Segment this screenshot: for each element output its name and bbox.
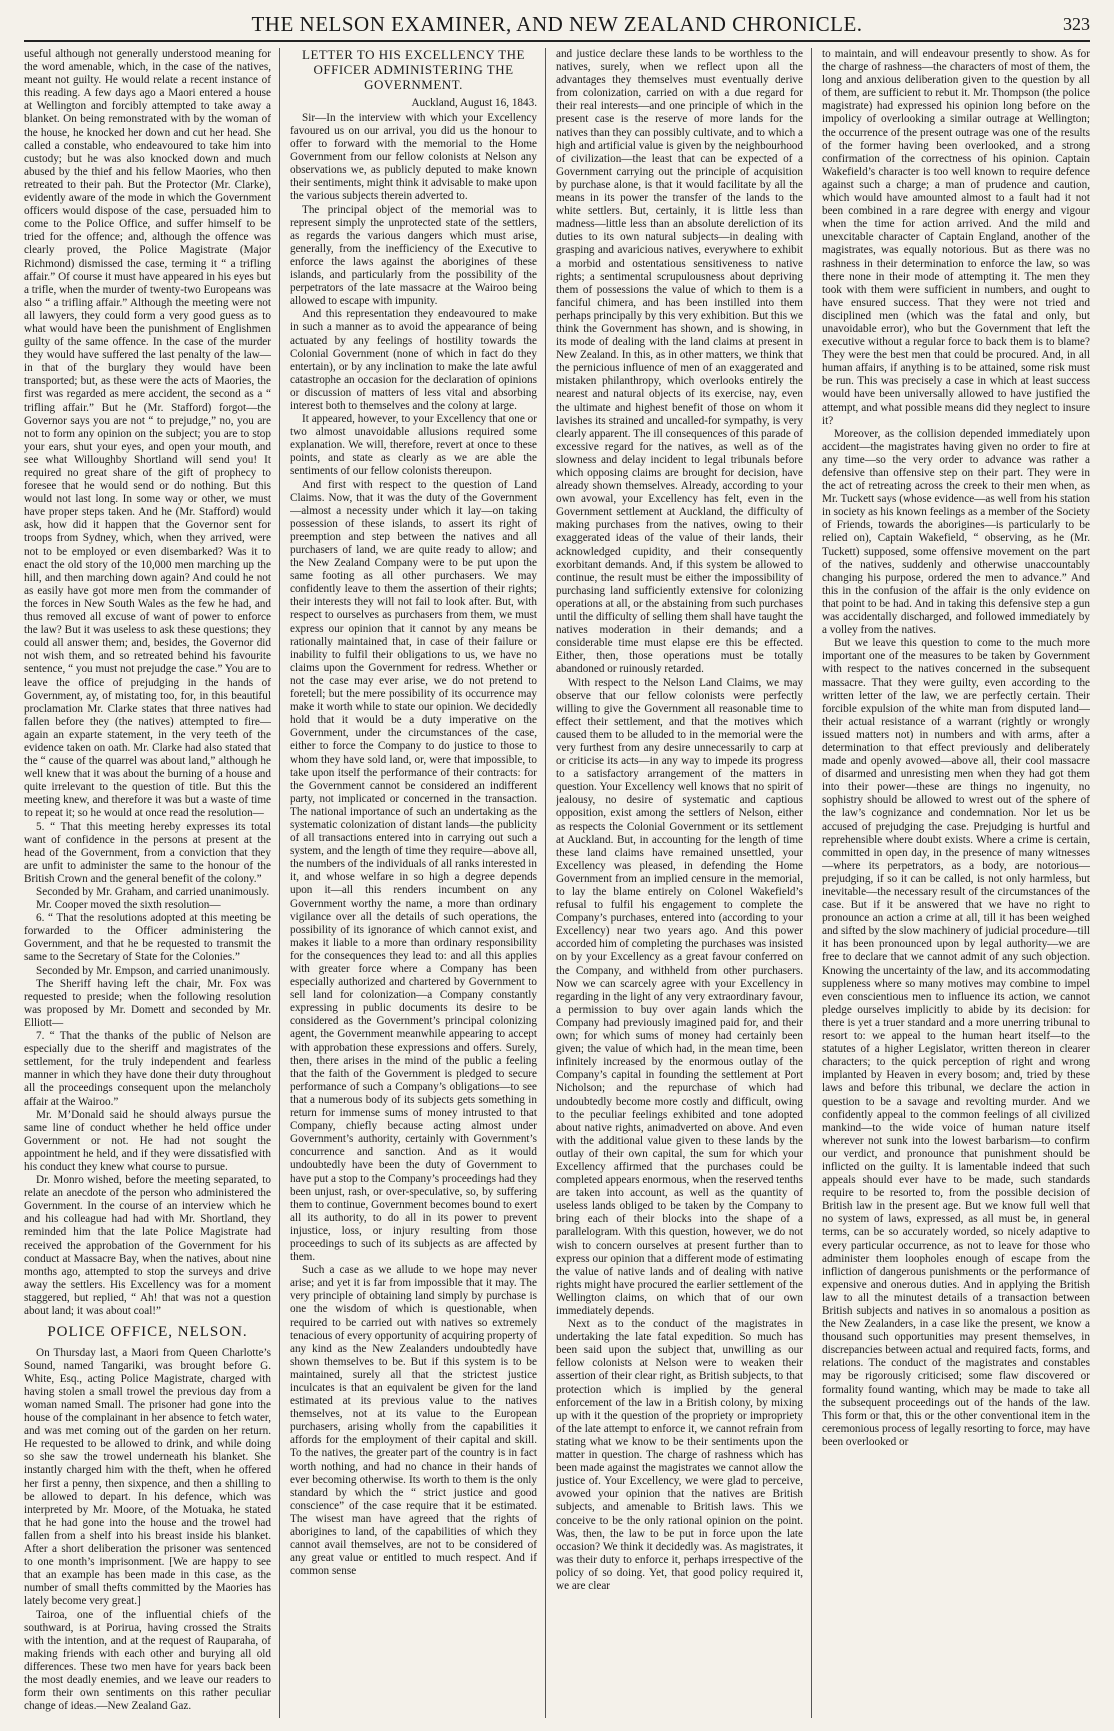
column-divider xyxy=(279,48,280,1718)
article-paragraph: Dr. Monro wished, before the meeting separated, to relate an anecdote of the person who administered the Government. In the course of an interview which he and his colleague had had with Mr. Shortland, they reminded him that the late Police Magistrate had received the approbation of the Government for his conduct at Massacre Bay, when the natives, about nine months ago, attempted to stop the surveys and drive away the settlers. His Excellency was for a moment staggered, but replied, “ Ah! that was not a question about land; it was about coal!” xyxy=(24,1174,271,1317)
article-paragraph: Seconded by Mr. Empson, and carried unanimously. xyxy=(36,964,270,977)
article-paragraph: Mr. Cooper moved the sixth resolution— xyxy=(36,899,221,912)
article-paragraph: Next as to the conduct of the magistrates in undertaking the late fatal expedition. So much has been said upon the subject that, unwilling as our fellow colonists at Nelson were to weaken their assertion of their clear right, as British subjects, to that protection which is implied by the general enforcement of the law in a British colony, by mixing up with it the question of the propriety or impropriety of the late attempt to enforce it, we cannot refrain from stating what we know to be their sentiments upon the matter in question. The charge of rashness which has been made against the magistrates we cannot allow the justice of. Your Excellency, we were glad to perceive, avowed your opinion that the natives are British subjects, and amenable to British laws. This we conceive to be the only rational opinion on the point. Was, then, the law to be put in force upon the late occasion? We think it decidedly was. As magistrates, it was their duty to enforce it, perhaps irrespective of the policy of so doing. Yet, that good policy required it, we are clear xyxy=(556,1318,803,1592)
article-paragraph: to maintain, and will endeavour presently to show. As for the charge of rashness—the characters of most of them, the long and anxious deliberation given to the question by all of them, are sufficient to rebut it. Mr. Thompson (the police magistrate) had expressed his opinion long before on the impolicy of overlooking a similar outrage at Wellington; the occurrence of the present outrage was one of the results of the former having been overlooked, and a strong confirmation of the correctness of his opinion. Captain Wakefield’s character is too well known to require defence against such a charge; a man of prudence and caution, which would have amounted almost to a fault had it not been combined in a rare degree with energy and vigour when the time for action arrived. And the mild and unexcitable character of Captain England, another of the magistrates, was equally notorious. But as there was no rashness in their determination to enforce the law, so was there none in their mode of attempting it. The men they took with them were sufficient in numbers, and ought to have ensured success. That they were not tried and disciplined men (which was the fatal and only, but unavoidable error), who but the Government that left the executive without a regular force to back them is to blame? They were the best men that could be procured. And, in all human affairs, if anything is to be attained, some risk must be run. This was precisely a case in which at least success would have been universally allowed to have justified the attempt, and what possible means did they neglect to insure it? xyxy=(822,48,1090,427)
letter-dateline: Auckland, August 16, 1843. xyxy=(411,96,537,109)
resolution-6: 6. “ That the resolutions adopted at this meeting be forwarded to the Officer administering the Government, and that he be requested to transmit the same to the Secretary of State for the Colonies.” xyxy=(24,912,271,964)
resolution-5: 5. “ That this meeting hereby expresses its total want of confidence in the persons at present at the head of the Government, from a conviction that they are unfit to administer the same to the honour of the British Crown and the general benefit of the colony.” xyxy=(24,820,271,885)
column-3 xyxy=(556,48,803,1718)
masthead xyxy=(24,8,1090,42)
column-divider xyxy=(811,48,812,1718)
column-1 xyxy=(24,48,271,1718)
column-4 xyxy=(822,48,1090,1718)
article-paragraph: On Thursday last, a Maori from Queen Charlotte’s Sound, named Tangariki, was brought before G. White, Esq., acting Police Magistrate, charged with having stolen a small trowel the previous day from a woman named Small. The prisoner had gone into the house of the complainant in her absence to fetch water, and was met coming out of the garden on her return. He requested to be allowed to drink, and while doing so she saw the trowel underneath his blanket. She instantly charged him with the theft, when he offered her first a penny, then sixpence, and then a shilling to be allowed to depart. In his defence, which was interpreted by Mr. Moore, of the Motuaka, he stated that he had gone into the house and the trowel had fallen from a shelf into his breast inside his blanket. After a short deliberation the prisoner was sentenced to one month’s imprisonment. [We are happy to see that an example has been made in this case, as the number of small thefts committed by the Maories has lately become very great.] xyxy=(24,1346,271,1608)
article-paragraph: Sir—In the interview with which your Excellency favoured us on our arrival, you did us the honour to offer to forward with the memorial to the Home Government from our fellow colonists at Nelson any observations we, as publicly deputed to make known their sentiments, might think it advisable to make upon the various subjects therein adverted to. xyxy=(290,111,537,203)
article-paragraph: Seconded by Mr. Graham, and carried unanimously. xyxy=(36,886,270,898)
article-paragraph: The Sheriff having left the chair, Mr. Fox was requested to preside; when the following resolution was proposed by Mr. Domett and seconded by Mr. Elliott— xyxy=(24,977,271,1029)
article-paragraph: useful although not generally understood meaning for the word amenable, which, in the case of the natives, meant not guilty. He would relate a recent instance of this reading. A few days ago a Maori entered a house at Wellington and forcibly attempted to take away a blanket. On being remonstrated with by the woman of the house, he knocked her down and cut her head. She called a constable, who endeavoured to take him into custody; but he was also knocked down and much abused by the thief and his fellow Maories, who then retreated to their pah. But the Protector (Mr. Clarke), evidently aware of the mode in which the Government officers would dispose of the case, persuaded him to come to the Police Office, and suffer himself to be tried for the offence; and, although the offence was clearly proved, the Police Magistrate (Major Richmond) dismissed the case, terming it “ a trifling affair.” Of course it must have appeared in his eyes but a trifle, when the murder of twenty-two Europeans was also “ a trifling affair.” Although the meeting were not all lawyers, they could form a very good guess as to what would have been the punishment of Englishmen guilty of the same offence. In the case of the murder they would have suffered the last penalty of the law—in that of the burglary they would have been transported; but, as these were the acts of Maories, the first was regarded as mere accident, the second as a “ trifling affair.” But he (Mr. Stafford) forgot—the Governor says you are not “ to prejudge,” no, you are not to form any opinion on the subject; you are to stop your ears, shut your eyes, and open your mouth, and see what Willoughby Shortland will send you! It required no great share of the gift of prophecy to foresee that he would send or do nothing. But this would not last long. In some way or other, we must have proper steps taken. And he (Mr. Stafford) would ask, how did it happen that the Governor sent for troops from Sydney, which, when they arrived, were not to be employed or even disembarked? Was it to enact the old story of the 10,000 men marching up the hill, and then marching down again? And could he not as easily have got more men from the commander of the forces in New South Wales as the few he had, and thus removed all excuse of want of power to enforce the law? But it was useless to ask these questions; they could all answer them; and, besides, the Governor did not wish them, and so retreated behind his favourite sentence, “ you must not prejudge the case.” You are to leave the office of prejudging in the hands of Government, ay, of mistating too, for, in this beautiful proclamation Mr. Clarke states that three natives had fallen before they (the natives) attempted to fire—again an exparte statement, in the very teeth of the evidence taken on oath. Mr. Clarke had also stated that the “ cause of the quarrel was about land,” although he well knew that it was about the burning of a house and quite irrelevant to the question of title. But this the meeting knew, and therefore it was but a waste of time to repeat it; so he would at once read the resolution— xyxy=(24,48,271,820)
article-paragraph: Tairoa, one of the influential chiefs of the southward, is at Porirua, having crossed the Straits with the intention, and at the request of Rauparaha, of making friends with each other and burying all old differences. These two men have for years back been the most deadly enemies, and we leave our readers to form their own sentiments on this rather peculiar change of ideas.—New Zealand Gaz. xyxy=(24,1608,271,1713)
page-number: 323 xyxy=(1063,14,1090,34)
article-paragraph: But we leave this question to come to the much more important one of the measures to be taken by Government with respect to the natives concerned in the subsequent massacre. That they were guilty, even according to the written letter of the law, we are perfectly certain. Their forcible expulsion of the white man from disputed land—their actual resistance of a warrant (rightly or wrongly issued matters not) in numbers and with arms, after a determination to that effect previously and deliberately made and openly avowed—above all, their cool massacre of disarmed and unresisting men when they had got them into their power—these are things no ingenuity, no sophistry should be allowed to wrest out of the sphere of the law’s cognizance and condemnation. Nor let us be accused of prejudging the case. Prejudging is hurtful and reprehensible where doubt exists. Where a crime is certain, committed in open day, in the presence of many witnesses—where its perpetrators, as a body, are notorious—prejudging, if so it can be called, is not only harmless, but inevitable—the necessary result of the circumstances of the case. But if it be answered that we have no right to pronounce an action a crime at all, till it has been weighed and sifted by the slow machinery of judicial procedure—till it has been pronounced upon by legal authority—we are free to declare that we cannot admit of any such objection. Knowing the uncertainty of the law, and its accommodating suppleness where so many motives may combine to impel even conscientious men to influence its action, we cannot pledge ourselves implicitly to abide by its decision: for there is yet a truer standard and a more unerring tribunal to resort to: we appeal to the human heart itself—to the statutes of a higher Legislator, written thereon in clearer characters; to the quick perception of right and wrong implanted by Heaven in every bosom; and, tried by these laws and before this tribunal, we declare the action in question to be a savage and revolting murder. And we confidently appeal to the common feelings of all civilized mankind—to the wide voice of human nature itself wherever not sunk into the lowest barbarism—to confirm our verdict, and pronounce that punishment should be inflicted on the guilty. It is lamentable indeed that such appeals should ever have to be made, such standards require to be resorted to, from the possible decision of British law in the present age. But we know full well that no system of laws, expressed, as all must be, in general terms, can be so accurately worded, so nicely adaptive to every particular occurrence, as not to leave for those who administer them loopholes enough of escape from the infliction of dangerous punishments or the performance of expensive and onerous duties. And in applying the British law to all the minutest details of a transaction between British subjects and natives in so anomalous a position as the New Zealanders, in a case like the present, we know a thousand such opportunities may present themselves, in discrepancies between actual and required facts, forms, and relations. The conduct of the magistrates and constables may be rigorously criticised; some flaw discovered or formality found wanting, which may be made to take all the subsequent proceedings out of the hands of the law. This form or that, this or the other conventional item in the ceremonious process of legally resorting to force, may have been overlooked or xyxy=(822,637,1090,1448)
article-paragraph: Such a case as we allude to we hope may never arise; and yet it is far from impossible that it may. The very principle of obtaining land simply by purchase is one the wisdom of which is questionable, when required to be carried out with natives so extremely tenacious of every opportunity of acquiring property of any kind as the New Zealanders undoubtedly have shown themselves to be. But if this system is to be maintained, surely all that the strictest justice inculcates is that an equivalent be given for the land estimated at its previous value to the natives themselves, not at its value to the European purchasers, arising wholly from the capabilities it affords for the employment of their capital and skill. To the natives, the greater part of the country is in fact worth nothing, and had no chance in their hands of ever becoming otherwise. Its worth to them is the only standard by which the “ strict justice and good conscience” of the case require that it be estimated. The wisest man have agreed that the rights of aborigines to land, of the capabilities of which they cannot avail themselves, are not to be considered of any great value or entitled to much respect. And if common sense xyxy=(290,1264,537,1578)
article-paragraph: The principal object of the memorial was to represent simply the unprotected state of the settlers, as regards the various dangers which must arise, generally, from the inefficiency of the Executive to enforce the laws against the aborigines of these islands, and particularly from the possibility of the perpetrators of the late massacre at the Wairoo being allowed to escape with impunity. xyxy=(290,203,537,308)
section-heading-police-office: POLICE OFFICE, NELSON. xyxy=(47,1324,248,1341)
article-paragraph: And first with respect to the question of Land Claims. Now, that it was the duty of the Government—almost a necessity under which it lay—on taking possession of these islands, to assert its right of preemption and step between the natives and all purchasers of land, we are quite ready to allow; and the New Zealand Company were to be put upon the same footing as all other purchasers. We may confidently leave to them the assertion of their rights; their interests they will not fail to look after. But, with respect to ourselves as purchasers from them, we must express our opinion that it cannot by any means be rationally maintained that, in case of their failure or inability to fulfil their obligations to us, we have no claims upon the Government for redress. Whether or not the case may ever arise, we do not pretend to foretell; but the mere possibility of its occurrence may make it worth while to state our opinion. We decidedly hold that it would be a duty imperative on the Government, under the circumstances of the case, either to force the Company to do justice to those to whom they have sold land, or, were that impossible, to take upon itself the performance of their contracts: for the Government cannot be considered an indifferent party, not implicated or concerned in the transaction. The national importance of such an undertaking as the systematic colonization of distant lands—the publicity of all transactions entered into in carrying out such a system, and the length of time they require—above all, the numbers of the individuals of all ranks interested in it, and whose welfare in so high a degree depends upon it—all this renders incumbent on any Government worthy the name, a more than ordinary vigilance over all the details of such operations, the possibility of its ignorance of which cannot exist, and makes it liable to a more than ordinary responsibility for the consequences they lead to: and all this applies with greater force where a Company has been especially authorized and chartered by Government to sell land for colonization—a Company constantly expressing in public documents its desire to be considered as the Government’s principal colonizing agent, the Government meanwhile appearing to accept with approbation these expressions and offers. Surely, then, there arises in the mind of the public a feeling that the faith of the Government is pledged to secure performance of such a Company’s obligations—to see that a numerous body of its subjects gets something in return for immense sums of money intrusted to that Company, chiefly because acting almost under Government’s authority, certainly with Government’s concurrence and sanction. And as it would undoubtedly have been the duty of Government to have put a stop to the Company’s proceedings had they been unjust, rash, or over-speculative, so, by suffering them to continue, Government becomes bound to exert all its authority, to do all in its power to prevent injustice, loss, or injury resulting from those proceedings to such of its subjects as are affected by them. xyxy=(290,478,537,1264)
article-paragraph: And this representation they endeavoured to make in such a manner as to avoid the appearance of being actuated by any feelings of hostility towards the Colonial Government (none of which in fact do they entertain), or by any inclination to make the late awful catastrophe an occasion for the declaration of opinions or discussion of matters of less vital and absorbing interest both to themselves and the colony at large. xyxy=(290,308,537,412)
resolution-7: 7. “ That the thanks of the public of Nelson are especially due to the sheriff and magistrates of the settlement, for the truly independent and fearless manner in which they have done their duty throughout all the proceedings consequent upon the melancholy affair at the Wairoo.” xyxy=(24,1030,271,1108)
article-paragraph: and justice declare these lands to be worthless to the natives, surely, when we reflect upon all the advantages they themselves must eventually derive from colonization, carried on with a due regard for their real interests—and one principle of which in the present case is the reserve of more lands for the natives than they can possibly cultivate, and to which a high and artificial value is given by the neighbourhood of civilization—the least that can be expected of a Government carrying out the principle of acquisition by purchase alone, is that it would facilitate by all the means in its power the transfer of the lands to the white settlers. But, certainly, it is little less than madness—little less than an absolute dereliction of its duties to its own natural subjects—in dealing with grasping and avaricious natives, everywhere to exhibit a morbid and ostentatious sensitiveness to native rights; a sentimental scrupulousness about depriving them of possessions the value of which to them is a fanciful chimera, and has been instilled into them perhaps principally by this very exhibition. But this we think the Government has shown, and is showing, in its mode of dealing with the land claims at present in New Zealand. In this, as in other matters, we think that the pernicious influence of men of an exaggerated and mistaken philanthropy, which overlooks entirely the nearest and natural objects of its exercise, nay, even the ultimate and highest benefit of those on whom it lavishes its strained and uncalled-for sympathy, is very clearly apparent. The ill consequences of this parade of excessive regard for the natives, as well as of the slowness and delay incident to legal tribunals before which opposing claims are brought for decision, have already shown themselves. Already, according to your own avowal, your Excellency has felt, even in the Government settlement at Auckland, the difficulty of making purchases from the natives, owing to their exaggerated ideas of the value of their lands, their acknowledged cupidity, and their consequently exorbitant demands. And, if this system be allowed to continue, the result must be either the impossibility of purchasing land sufficiently extensive for colonizing operations at all, or the abstaining from such purchases until the difficulty of selling them shall have taught the natives moderation in their demands; and a considerable time must elapse ere this be effected. Either, then, those operations must be totally abandoned or ruinously retarded. xyxy=(556,48,803,676)
article-paragraph: Moreover, as the collision depended immediately upon accident—the magistrates having given no order to fire at any time—so the very order to advance was rather a defensive than offensive step on their part. They were in the act of retreating across the creek to their men when, as Mr. Tuckett says (whose evidence—as well from his station in society as his known feelings as a member of the Society of Friends, towards the aborigines—is particularly to be relied on), Captain Wakefield, “ observing, as he (Mr. Tuckett) supposed, some offensive movement on the part of the natives, suddenly and otherwise unaccountably changing his purpose, ordered the men to advance.” And this in the confusion of the affair is the only evidence on that point to be had. And in taking this defensive step a gun was accidentally discharged, and followed immediately by a volley from the natives. xyxy=(822,427,1090,637)
article-paragraph: With respect to the Nelson Land Claims, we may observe that our fellow colonists were perfectly willing to give the Government all reasonable time to effect their settlement, and that the motives which caused them to be alluded to in the memorial were the very furthest from any desire unnecessarily to carp at or criticise its acts—in any way to impede its progress to a satisfactory arrangement of the matters in question. Your Excellency well knows that no spirit of jealousy, no desire of systematic and captious opposition, exist among the settlers of Nelson, either as respects the Colonial Government or its settlement at Auckland. But, in accounting for the length of time these land claims have remained unsettled, your Excellency was pleased, in defending the Home Government from an implied censure in the memorial, to lay the blame entirely on Colonel Wakefield’s refusal to fulfil his engagement to complete the Company’s purchases, entered into (according to your Excellency) near two years ago. And this power accorded him of completing the purchases was insisted on by your Excellency as a great favour conferred on the Company, and withheld from other purchasers. Now we can scarcely agree with your Excellency in regarding in the light of any very extraordinary favour, a permission to buy over again lands which the Company had previously imagined paid for, and their own; for which sums of money had certainly been given; the value of which had, in the mean time, been infinitely increased by the enormous outlay of the Company’s capital in founding the settlement at Port Nicholson; and the repurchase of which had undoubtedly become more costly and difficult, owing to the peculiar feelings exhibited and tone adopted about native rights, animadverted on above. And even with the additional value given to these lands by the outlay of their own capital, the sum for which your Excellency affirmed that the purchases could be completed appears enormous, when the reserved tenths are taken into account, as well as the quantity of useless lands obliged to be taken by the Company to bring each of their blocks into the shape of a parallelogram. With this question, however, we do not wish to concern ourselves at present further than to express our opinion that a different mode of estimating the value of native lands and of dealing with native rights might have procured the earlier settlement of the Wellington claims, on which that of our own immediately depends. xyxy=(556,676,803,1317)
newspaper-title: THE NELSON EXAMINER, AND NEW ZEALAND CHRONICLE. xyxy=(251,12,863,36)
article-paragraph: Mr. M’Donald said he should always pursue the same line of conduct whether he held office under Government or not. He had not sought the appointment he held, and if they were dissatisfied with his conduct they knew what course to pursue. xyxy=(24,1108,271,1173)
column-divider xyxy=(545,48,546,1718)
column-2 xyxy=(290,48,537,1718)
article-paragraph: It appeared, however, to your Excellency that one or two almost unavoidable allusions required some explanation. We will, therefore, revert at once to these points, and state as clearly as we are able the sentiments of our fellow colonists thereupon. xyxy=(290,413,537,478)
letter-heading: LETTER TO HIS EXCELLENCY THE OFFICER ADMINISTERING THE GOVERNMENT. xyxy=(302,48,525,92)
